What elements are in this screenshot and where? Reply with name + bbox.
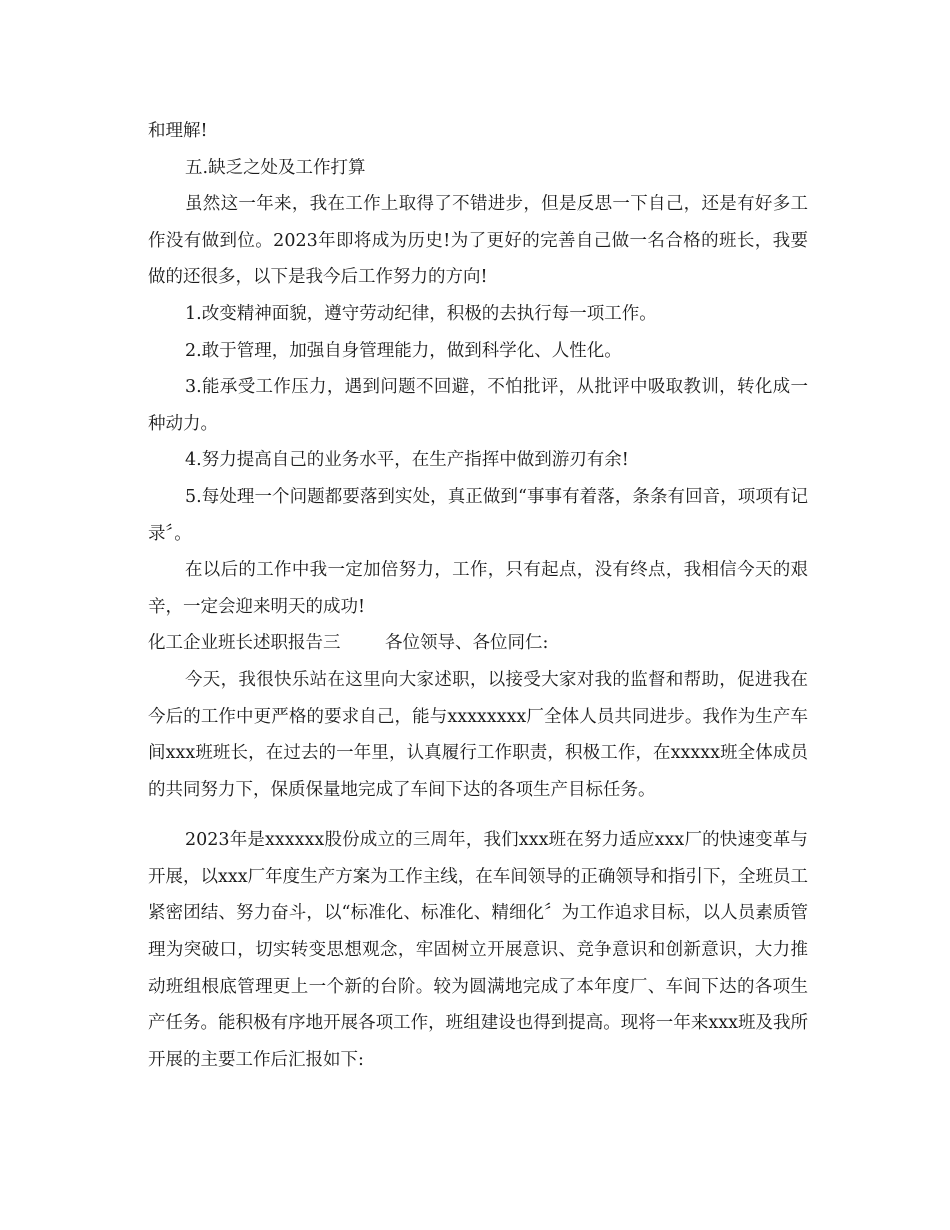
- paragraph-closing-line: 和理解!: [148, 121, 208, 141]
- list-item-5: 5.每处理一个问题都要落到实处，真正做到“事事有着落，条条有回音，项项有记录〞。: [148, 486, 808, 544]
- list-item-3: 3.能承受工作压力，遇到问题不回避，不怕批评，从批评中吸取教训，转化成一种动力。: [148, 377, 808, 434]
- section-heading-shortcomings: 五.缺乏之处及工作打算: [185, 157, 366, 178]
- paragraph-annual-summary: 2023年是xxxxxx股份成立的三周年，我们xxx班在努力适应xxx厂的快速变革与开展，以xxx厂年度生产方案为工作主线，在车间领导的正确领导和指引下，全班员工紧密团结、努力奋斗，以“标准化、标准化、精细化〞为工作追求目标，以人员素质管理为突破口，切实转变思想观念，牢固树立开展意识、竞争意识和创新意识，大力推动班组根底管理更上一个新的台阶。较为圆满地完成了本年度厂、车间下达的各项生产任务。能积极有序地开展各项工作，班组建设也得到提高。现将一年来xxx班及我所开展的主要工作后汇报如下:: [148, 830, 808, 1070]
- list-item-4: 4.努力提高自己的业务水平，在生产指挥中做到游刃有余!: [185, 450, 629, 471]
- report-title-three: 化工企业班长述职报告三 各位领导、各位同仁:: [148, 633, 549, 654]
- paragraph-introduction: 今天，我很快乐站在这里向大家述职，以接受大家对我的监督和帮助，促进我在今后的工作中更严格的要求自己，能与xxxxxxxx厂全体人员共同进步。我作为生产车间xxx班班长，在过去的一年里，认真履行工作职责，积极工作，在xxxxx班全体成员的共同努力下，保质保量地完成了车间下达的各项生产目标任务。: [148, 669, 808, 800]
- paragraph-commitment: 在以后的工作中我一定加倍努力，工作，只有起点，没有终点，我相信今天的艰辛，一定会迎来明天的成功!: [148, 560, 808, 617]
- paragraph-reflection: 虽然这一年来，我在工作上取得了不错进步，但是反思一下自己，还是有好多工作没有做到位。2023年即将成为历史!为了更好的完善自己做一名合格的班长，我要做的还很多，以下是我今后工作努力的方向!: [148, 194, 808, 288]
- list-item-2: 2.敢于管理，加强自身管理能力，做到科学化、人性化。: [185, 340, 622, 361]
- paragraph-spacer: [148, 808, 808, 822]
- document-body: [148, 113, 808, 1078]
- list-item-1: 1.改变精神面貌，遵守劳动纪律，积极的去执行每一项工作。: [185, 303, 657, 324]
